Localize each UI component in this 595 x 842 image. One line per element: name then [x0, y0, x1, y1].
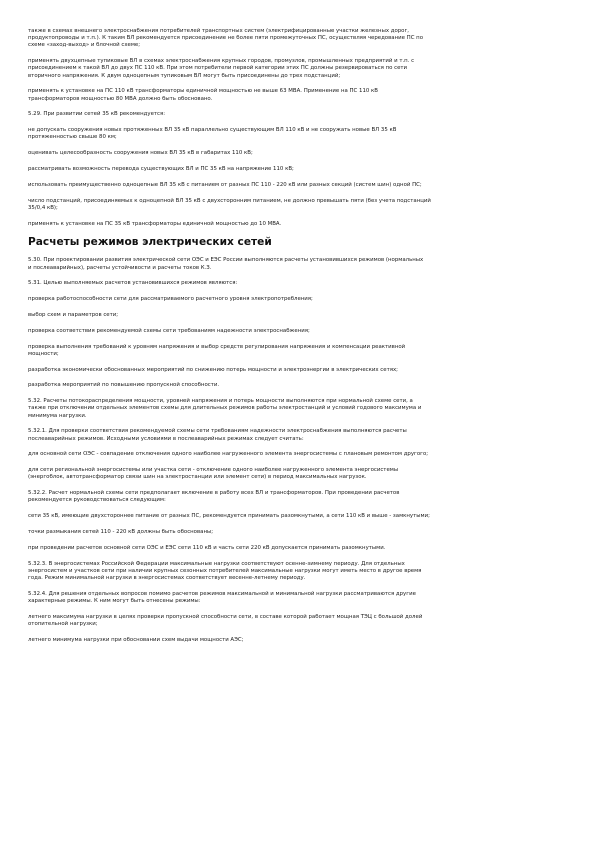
paragraph: летнего минимума нагрузки при обосновании схем выдачи мощности АЭС; [28, 636, 244, 643]
paragraph: не допускать сооружения новых протяженных ВЛ 35 кВ параллельно существующим ВЛ 110 кВ и не сооружать новые ВЛ 35 кВ протяженностью свыше 80 км; [28, 127, 397, 141]
paragraph: проверка работоспособности сети для рассматриваемого расчетного уровня электропотребления; [28, 296, 313, 303]
paragraph: 5.32.1. Для проверки соответствия рекомендуемой схемы сети требованиям надежности электроснабжения выполняются расчеты послеаварийных режимов. Исходными условиями в послеаварийных режимах следует считать: [28, 428, 407, 442]
paragraph: 5.32. Расчеты потокораспределения мощности, уровней напряжения и потерь мощности выполняются при нормальной схеме сети, а также при отключении отдельных элементов схемы для длительных режимов работы электростанций и условий годового максимума и минимума нагрузки. [28, 398, 422, 419]
paragraph: применять двухцепные тупиковые ВЛ в схемах электроснабжения крупных городов, промузлов, промышленных предприятий и т.п. с присоединением к такой ВЛ до двух ПС 110 кВ. При этом потребители первой категории этих ПС должны резервироваться по сети вторичного напряжения. К двум одноцепным тупиковым ВЛ могут быть присоединены до трех подстанций; [28, 58, 415, 79]
paragraph: при проведении расчетов основной сети ОЭС и ЕЭС сети 110 кВ и часть сети 220 кВ допускается принимать разомкнутыми. [28, 544, 386, 551]
paragraph: 5.32.4. Для решения отдельных вопросов помимо расчетов режимов максимальной и минимальной нагрузки рассматриваются другие характерные режимы. К ним могут быть отнесены режимы: [28, 590, 416, 604]
paragraph: для сети региональной энергосистемы или участка сети - отключение одного наиболее нагруженного элемента энергосистемы (энергоблок, автотрансформатор связи шин на электростанции или элемент сети) в период максимальных нагрузок. [28, 467, 399, 481]
section-heading: Расчеты режимов электрических сетей [28, 236, 272, 249]
paragraph: 5.29. При развитии сетей 35 кВ рекомендуется: [28, 111, 166, 118]
paragraph: точки размыкания сетей 110 - 220 кВ должны быть обоснованы; [28, 528, 214, 535]
paragraph: разработка экономически обоснованных мероприятий по снижению потерь мощности и электроэнергии в электрических сетях; [28, 366, 398, 373]
paragraph: применять к установке на ПС 35 кВ трансформаторы единичной мощностью до 10 МВА. [28, 220, 282, 227]
paragraph: использовать преимущественно одноцепные ВЛ 35 кВ с питанием от разных ПС 110 - 220 кВ или разных секций (систем шин) одной ПС; [28, 181, 422, 188]
paragraph: рассматривать возможность перевода существующих ВЛ и ПС 35 кВ на напряжение 110 кВ; [28, 166, 294, 172]
paragraph: сети 35 кВ, имеющие двухстороннее питание от разных ПС, рекомендуется принимать разомкнутыми, а сети 110 кВ и выше - замкнутыми; [28, 513, 430, 520]
paragraph: число подстанций, присоединяемых к одноцепной ВЛ 35 кВ с двухсторонним питанием, не должно превышать пяти (без учета подстанций 35/0,4 кВ); [28, 197, 431, 211]
paragraph: применять к установке на ПС 110 кВ трансформаторы единичной мощностью не выше 63 МВА. Применение на ПС 110 кВ трансформаторов мощностью 80 МВА должно быть обосновано. [28, 88, 378, 102]
paragraph: 5.31. Целью выполняемых расчетов установившихся режимов являются: [28, 280, 238, 287]
paragraph: разработка мероприятий по повышению пропускной способности. [28, 382, 220, 389]
paragraph: проверка соответствия рекомендуемой схемы сети требованиям надежности электроснабжения; [28, 327, 310, 334]
paragraph: оценивать целесообразность сооружения новых ВЛ 35 кВ в габаритах 110 кВ; [28, 150, 253, 157]
paragraph: 5.30. При проектировании развития электрической сети ОЭС и ЕЭС России выполняются расчеты установившихся режимов (нормальных и послеаварийных), расчеты устойчивости и расчеты токов К.З. [28, 257, 424, 271]
paragraph: для основной сети ОЭС - совпадение отключения одного наиболее нагруженного элемента энергосистемы с плановым ремонтом другого; [28, 451, 429, 458]
paragraph: проверка выполнения требований к уровням напряжения и выбор средств регулирования напряжения и компенсации реактивной мощности; [28, 343, 406, 357]
paragraph: также в схемах внешнего электроснабжения потребителей транспортных систем (электрифицированные участки железных дорог, продуктопроводы и т.п.). К таким ВЛ рекомендуется присоединение не более пяти промежуточных ПС, осуществляя чередование ПС по схеме «заход-выход» и блочной схеме; [28, 28, 423, 49]
document-body [28, 28, 567, 644]
paragraph: 5.32.2. Расчет нормальной схемы сети предполагает включение в работу всех ВЛ и трансформаторов. При проведении расчетов рекомендуется руководствоваться следующим: [28, 490, 400, 504]
paragraph: 5.32.3. В энергосистемах Российской Федерации максимальные нагрузки соответствуют осенне-зимнему периоду. Для отдельных энергосистем и участков сети при наличии крупных сезонных потребителей максимальные нагрузки могут иметь место в другое время года. Режим минимальной нагрузки в энергосистемах соответствует весенне-летнему периоду. [28, 560, 422, 581]
paragraph: выбор схем и параметров сети; [28, 311, 119, 318]
paragraph: летнего максимума нагрузки в целях проверки пропускной способности сети, в составе которой работает мощная ТЭЦ с большой долей отопительной нагрузки; [28, 613, 423, 627]
